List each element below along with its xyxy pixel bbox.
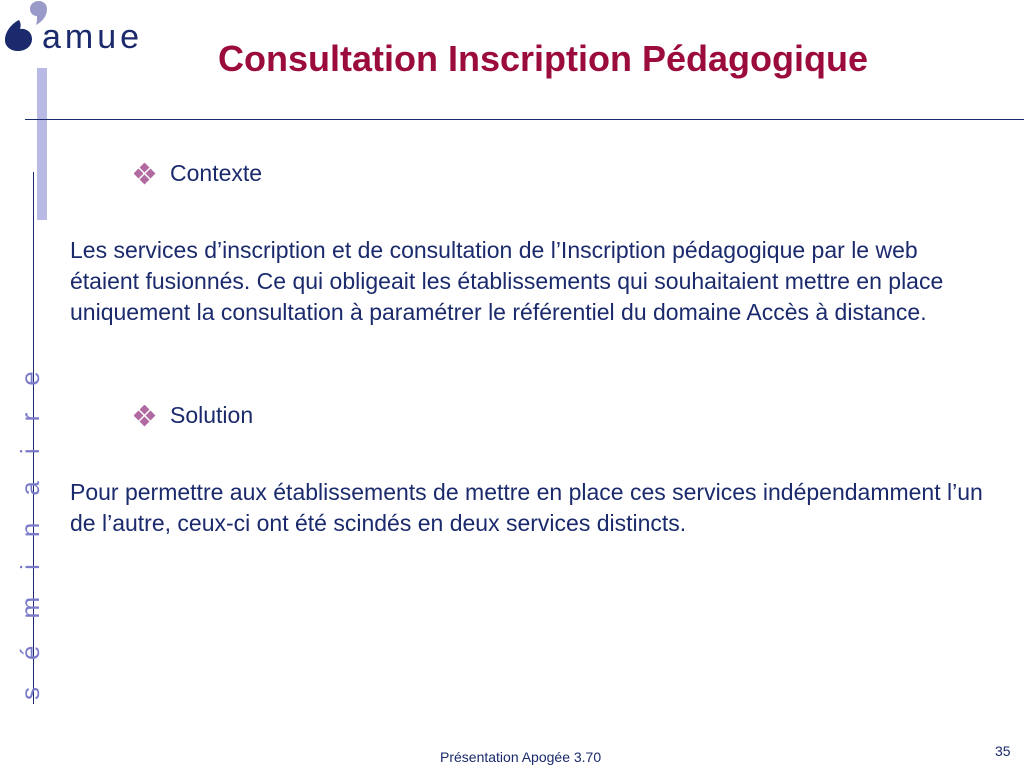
amue-logo [0, 0, 180, 70]
section-paragraph-solution: Pour permettre aux établissements de mettre en place ces services indépendamment l’un de l’autre, ceux-ci ont été scindés en deux services distincts. [70, 479, 983, 536]
section-heading-label: Solution [170, 402, 254, 428]
diamond-bullet-icon [134, 405, 156, 427]
section-heading-solution [134, 402, 253, 429]
slide-title: Consultation Inscription Pédagogique [218, 38, 869, 79]
accent-bar [37, 68, 47, 220]
footer-text: Présentation Apogée 3.70 [440, 749, 602, 765]
side-word-seminaire: séminaire [15, 344, 45, 700]
section-heading-label: Contexte [170, 160, 263, 186]
page-number: 35 [995, 743, 1011, 759]
section-paragraph-contexte: Les services d’inscription et de consultation de l’Inscription pédagogique par le web étaient fusionnés. Ce qui obligeait les établissements qui souhaitaient mettre en place uniquement la consultation à paramétrer le référentiel du domaine Accès à distance. [70, 237, 944, 325]
diamond-bullet-icon [134, 163, 156, 185]
logo-text: amue [42, 18, 144, 56]
horizontal-rule [25, 119, 1024, 120]
section-heading-contexte [134, 160, 262, 187]
